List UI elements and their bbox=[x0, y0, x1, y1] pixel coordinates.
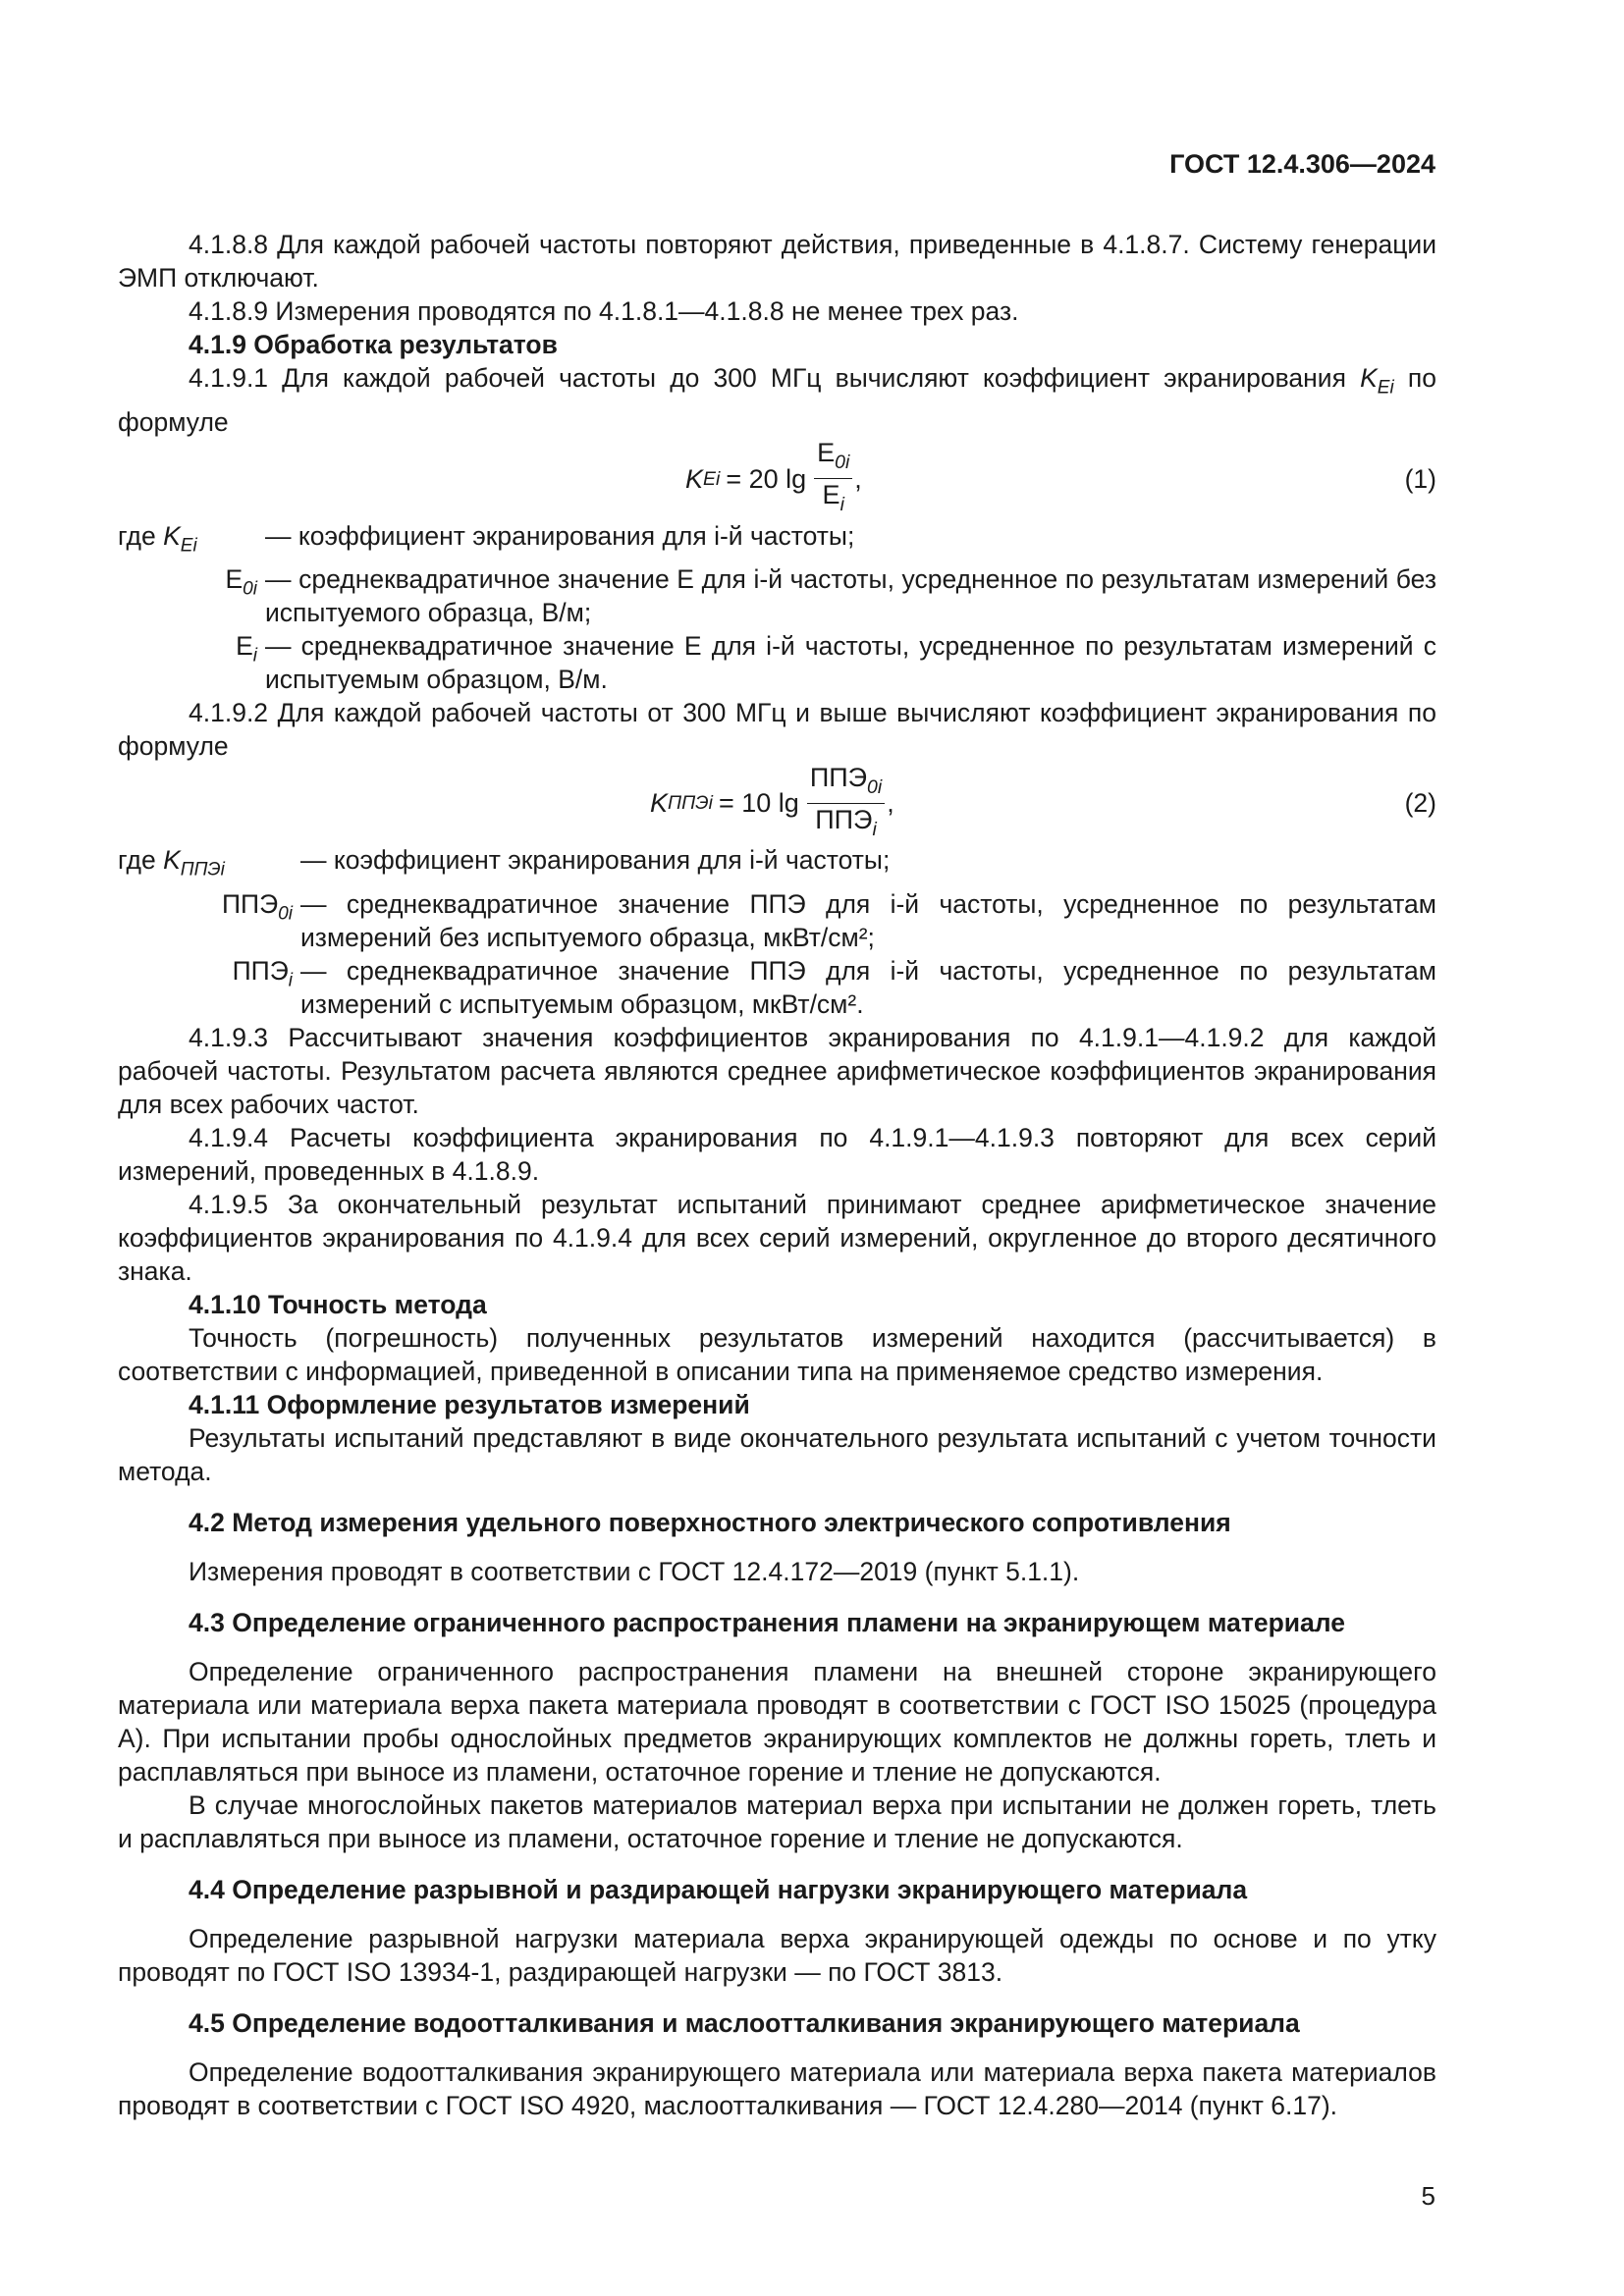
legend-definition: — среднеквадратичное значение ППЭ для i-й частоты, усредненное по результатам измерений без испытуемого образца, мкВт/см²; bbox=[300, 889, 1436, 953]
legend-symbol: $E_{0i}$ bbox=[225, 564, 257, 601]
legend-symbol: где $K_{Ei}$ bbox=[118, 520, 197, 557]
paragraph-4-3-b: В случае многослойных пакетов материалов материал верха при испытании не должен гореть, тлеть и расплавляться при выносе из пламени, остаточное горение и тление не допускаются. bbox=[118, 1790, 1436, 1854]
formula-1-expression: K Ei = 20 lg $\frac{E_{0i}}{E_i}$ , bbox=[685, 439, 862, 519]
paragraph-4-1-9-3: 4.1.9.3 Рассчитывают значения коэффициентов экранирования по 4.1.9.1—4.1.9.2 для каждой рабочей частоты. Результатом расчета являются среднее арифметическое коэффициентов экранирования для всех рабочих частот. bbox=[118, 1023, 1436, 1120]
formula-2-expression: K ППЭi = 10 lg $\frac{ППЭ_{0i}}{ППЭ_i}$ , bbox=[650, 763, 894, 843]
paragraph-4-1-10: Точность (погрешность) полученных результатов измерений находится (рассчитывается) в соответствии с информацией, приведенной в описании типа на применяемое средство измерения. bbox=[118, 1323, 1436, 1387]
heading-4-2: 4.2 Метод измерения удельного поверхностного электрического сопротивления bbox=[189, 1508, 1231, 1538]
paragraph-4-4: Определение разрывной нагрузки материала верха экранирующей одежды по основе и по утку проводят по ГОСТ ISO 13934-1, раздирающей нагрузки — по ГОСТ 3813. bbox=[118, 1924, 1436, 1988]
legend-formula-2 bbox=[118, 843, 1436, 1021]
heading-4-1-9: 4.1.9 Обработка результатов bbox=[189, 330, 558, 359]
paragraph-4-1-8-9: 4.1.8.9 Измерения проводятся по 4.1.8.1—4.1.8.8 не менее трех раз. bbox=[189, 296, 1019, 326]
paragraph-4-1-9-2: 4.1.9.2 Для каждой рабочей частоты от 300 МГц и выше вычисляют коэффициент экранирования по формуле bbox=[118, 698, 1436, 762]
formula-2-number: (2) bbox=[1404, 788, 1436, 819]
heading-4-4: 4.4 Определение разрывной и раздирающей нагрузки экранирующего материала bbox=[189, 1875, 1248, 1905]
legend-symbol: $E_i$ bbox=[236, 631, 257, 667]
paragraph-4-1-9-5: 4.1.9.5 За окончательный результат испытаний принимают среднее арифметическое значение коэффициентов экранирования по 4.1.9.4 для всех серий измерений, округленное до второго десятичного знака. bbox=[118, 1190, 1436, 1287]
legend-symbol: $ППЭ_{0i}$ bbox=[222, 889, 293, 925]
paragraph-4-1-9-4: 4.1.9.4 Расчеты коэффициента экранирования по 4.1.9.1—4.1.9.3 повторяют для всех серий измерений, проведенных в 4.1.8.9. bbox=[118, 1123, 1436, 1187]
heading-4-1-10: 4.1.10 Точность метода bbox=[189, 1290, 487, 1320]
paragraph-4-3-a: Определение ограниченного распространения пламени на внешней стороне экранирующего материала или материала верха пакета материала проводят в соответствии с ГОСТ ISO 15025 (процедура А). При испытании пробы однослойных предметов экранирующих комплектов не должны гореть, тлеть и расплавляться при выносе из пламени, остаточное горение и тление не допускаются. bbox=[118, 1657, 1436, 1788]
paragraph-4-2: Измерения проводят в соответствии с ГОСТ 12.4.172—2019 (пункт 5.1.1). bbox=[189, 1557, 1080, 1587]
paragraph-4-1-8-8: 4.1.8.8 Для каждой рабочей частоты повторяют действия, приведенные в 4.1.8.7. Систему генерации ЭМП отключают. bbox=[118, 230, 1436, 293]
legend-definition: — среднеквадратичное значение E для i-й частоты, усредненное по результатам измерений с испытуемым образцом, В/м. bbox=[265, 631, 1436, 695]
paragraph-4-1-9-1: 4.1.9.1 Для каждой рабочей частоты до 300 МГц вычисляют коэффициент экранирования $K_{Ei}$ по формуле bbox=[118, 363, 1436, 437]
legend-symbol: $ППЭ_i$ bbox=[232, 956, 293, 991]
heading-4-3: 4.3 Определение ограниченного распространения пламени на экранирующем материале bbox=[189, 1608, 1346, 1638]
heading-4-1-11: 4.1.11 Оформление результатов измерений bbox=[189, 1390, 750, 1420]
legend-symbol: где $K_{ППЭi}$ bbox=[118, 845, 225, 881]
legend-definition: — коэффициент экранирования для i-й частоты; bbox=[265, 520, 855, 551]
formula-2 bbox=[118, 763, 1436, 843]
paragraph-4-5: Определение водоотталкивания экранирующего материала или материала верха пакета материалов проводят в соответствии с ГОСТ ISO 4920, маслоотталкивания — ГОСТ 12.4.280—2014 (пункт 6.17). bbox=[118, 2057, 1436, 2121]
page-number: 5 bbox=[1421, 2181, 1435, 2211]
heading-4-5: 4.5 Определение водоотталкивания и маслоотталкивания экранирующего материала bbox=[189, 2008, 1300, 2039]
page-body bbox=[118, 228, 1436, 2122]
legend-definition: — среднеквадратичное значение E для i-й частоты, усредненное по результатам измерений без испытуемого образца, В/м; bbox=[265, 564, 1436, 628]
document-header: ГОСТ 12.4.306—2024 bbox=[1169, 149, 1435, 179]
legend-formula-1 bbox=[118, 519, 1436, 697]
legend-definition: — коэффициент экранирования для i-й частоты; bbox=[300, 845, 891, 876]
formula-2-fraction: $\frac{ППЭ_{0i}}{ППЭ_i}$ bbox=[807, 763, 885, 844]
legend-definition: — среднеквадратичное значение ППЭ для i-й частоты, усредненное по результатам измерений с испытуемым образцом, мкВт/см². bbox=[300, 956, 1436, 1020]
formula-1 bbox=[118, 439, 1436, 519]
paragraph-4-1-11: Результаты испытаний представляют в виде окончательного результата испытаний с учетом точности метода. bbox=[118, 1423, 1436, 1487]
formula-1-number: (1) bbox=[1404, 463, 1436, 494]
formula-1-fraction: $\frac{E_{0i}}{E_i}$ bbox=[814, 438, 852, 519]
